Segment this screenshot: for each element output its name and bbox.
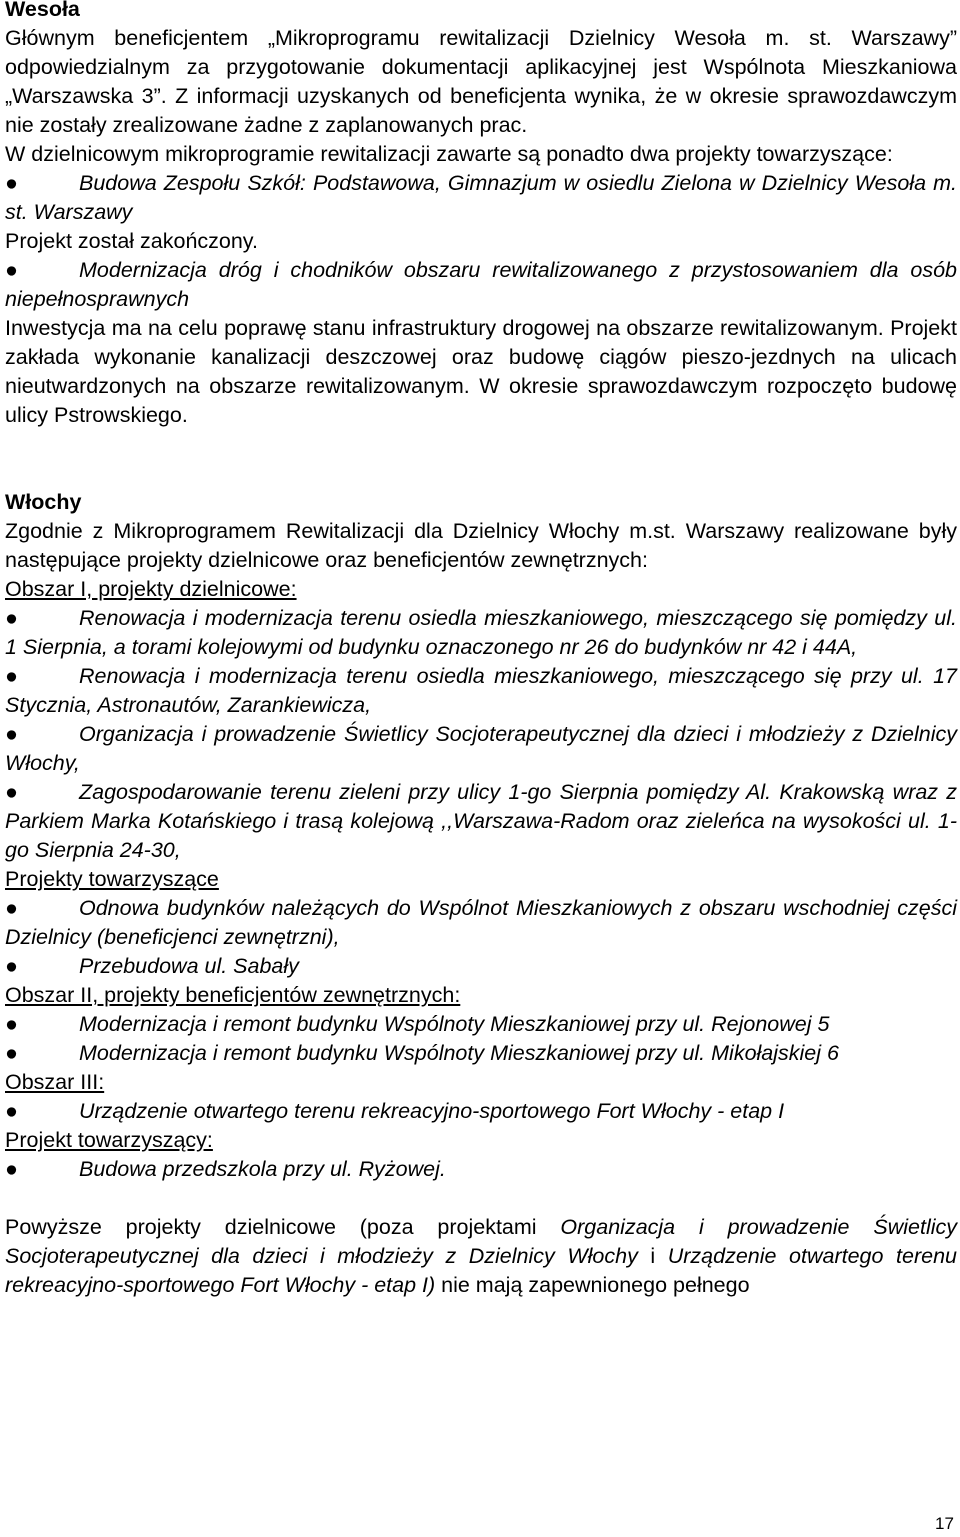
list-item-text: Modernizacja i remont budynku Wspólnoty Mieszkaniowej przy ul. Mikołajskiej 6 <box>79 1041 839 1065</box>
paragraph: Głównym beneficjentem „Mikroprogramu rewitalizacji Dzielnicy Wesoła m. st. Warszawy” odpowiedzialnym za przygotowanie dokumentacji aplikacyjnej jest Wspólnota Mieszkaniowa „Warszawska 3”. Z informacji uzyskanych od beneficjenta wynika, że w okresie sprawozdawczym nie zostały zrealizowane żadne z zaplanowanych prac. <box>5 26 957 137</box>
list-projekt-towarzyszacy <box>5 1155 957 1184</box>
list-item-text: Zagospodarowanie terenu zieleni przy ulicy 1-go Sierpnia pomiędzy Al. Krakowską wraz z Parkiem Marka Kotańskiego i trasą kolejową ,,Warszawa-Radom oraz zieleńca na wysokości ul. 1-go Sierpnia 24-30, <box>5 780 957 862</box>
bullet-icon: ● <box>5 258 18 282</box>
closing-project-name: Organizacja i prowadzenie Świetlicy Socjoterapeutycznej dla dzieci i młodzieży z Dzielnicy Włochy <box>5 1215 957 1268</box>
document-page <box>5 0 957 1300</box>
list-item-text: Organizacja i prowadzenie Świetlicy Socjoterapeutycznej dla dzieci i młodzieży z Dzielnicy Włochy, <box>5 722 957 775</box>
list-item <box>5 778 957 865</box>
list-item-text: Budowa Zespołu Szkół: Podstawowa, Gimnazjum w osiedlu Zielona w Dzielnicy Wesoła m. st. Warszawy <box>5 171 957 224</box>
subheading-obszar-2: Obszar II, projekty beneficjentów zewnętrznych: <box>5 983 461 1007</box>
list-item <box>5 720 957 778</box>
list-obszar-1 <box>5 604 957 865</box>
closing-project-name: Urządzenie otwartego terenu rekreacyjno-sportowego Fort Włochy - etap I) <box>5 1244 957 1297</box>
list-item-text: Modernizacja dróg i chodników obszaru rewitalizowanego z przystosowaniem dla osób niepełnosprawnych <box>5 258 957 311</box>
paragraph: Projekt został zakończony. <box>5 229 258 253</box>
list-obszar-3 <box>5 1097 957 1126</box>
list-item-text: Przebudowa ul. Sabały <box>79 954 299 978</box>
list-item <box>5 1039 957 1068</box>
bullet-icon: ● <box>5 1041 18 1065</box>
subheading-obszar-1: Obszar I, projekty dzielnicowe: <box>5 577 297 601</box>
list-item <box>5 1097 957 1126</box>
list-obszar-2 <box>5 1010 957 1068</box>
list-item <box>5 662 957 720</box>
closing-text: i <box>637 1244 668 1268</box>
bullet-icon: ● <box>5 780 18 804</box>
closing-paragraph <box>5 1213 957 1300</box>
list-item-text: Renowacja i modernizacja terenu osiedla mieszkaniowego, mieszczącego się pomiędzy ul. 1 Sierpnia, a torami kolejowymi od budynku oznaczonego nr 26 do budynków nr 42 i 44A, <box>5 606 957 659</box>
list-item-text: Odnowa budynków należących do Wspólnot Mieszkaniowych z obszaru wschodniej części Dzielnicy (beneficjenci zewnętrzni), <box>5 896 957 949</box>
subheading-obszar-3: Obszar III: <box>5 1070 105 1094</box>
bullet-icon: ● <box>5 896 18 920</box>
list-item <box>5 604 957 662</box>
list-item <box>5 894 957 952</box>
page-number: 17 <box>935 1514 954 1533</box>
section-heading-wesola: Wesoła <box>5 0 80 21</box>
list-item <box>5 256 957 314</box>
list-item <box>5 169 957 227</box>
list-item-text: Budowa przedszkola przy ul. Ryżowej. <box>79 1157 446 1181</box>
subheading-projekty-towarzyszace: Projekty towarzyszące <box>5 867 219 891</box>
closing-text: Powyższe projekty dzielnicowe (poza projektami <box>5 1215 561 1239</box>
list-item <box>5 1155 957 1184</box>
subheading-projekt-towarzyszacy: Projekt towarzyszący: <box>5 1128 213 1152</box>
closing-text: nie mają zapewnionego pełnego <box>435 1273 750 1297</box>
list-item-text: Urządzenie otwartego terenu rekreacyjno-sportowego Fort Włochy - etap I <box>79 1099 785 1123</box>
paragraph: Zgodnie z Mikroprogramem Rewitalizacji dla Dzielnicy Włochy m.st. Warszawy realizowane były następujące projekty dzielnicowe oraz beneficjentów zewnętrznych: <box>5 519 957 572</box>
bullet-icon: ● <box>5 606 18 630</box>
bullet-icon: ● <box>5 954 18 978</box>
bullet-icon: ● <box>5 664 18 688</box>
bullet-icon: ● <box>5 1099 18 1123</box>
list-item-text: Modernizacja i remont budynku Wspólnoty Mieszkaniowej przy ul. Rejonowej 5 <box>79 1012 830 1036</box>
bullet-icon: ● <box>5 171 18 195</box>
paragraph: W dzielnicowym mikroprogramie rewitalizacji zawarte są ponadto dwa projekty towarzyszące: <box>5 142 893 166</box>
bullet-icon: ● <box>5 722 18 746</box>
paragraph: Inwestycja ma na celu poprawę stanu infrastruktury drogowej na obszarze rewitalizowanym. Projekt zakłada wykonanie kanalizacji deszczowej oraz budowę ciągów pieszo-jezdnych na ulicach nieutwardzonych na obszarze rewitalizowanym. W okresie sprawozdawczym rozpoczęto budowę ulicy Pstrowskiego. <box>5 316 957 427</box>
list-item-text: Renowacja i modernizacja terenu osiedla mieszkaniowego, mieszczącego się przy ul. 17 Stycznia, Astronautów, Zarankiewicza, <box>5 664 957 717</box>
section-heading-wlochy: Włochy <box>5 490 82 514</box>
list-projekty-towarzyszace <box>5 894 957 981</box>
bullet-icon: ● <box>5 1012 18 1036</box>
bullet-icon: ● <box>5 1157 18 1181</box>
list-item <box>5 952 957 981</box>
list-item <box>5 1010 957 1039</box>
